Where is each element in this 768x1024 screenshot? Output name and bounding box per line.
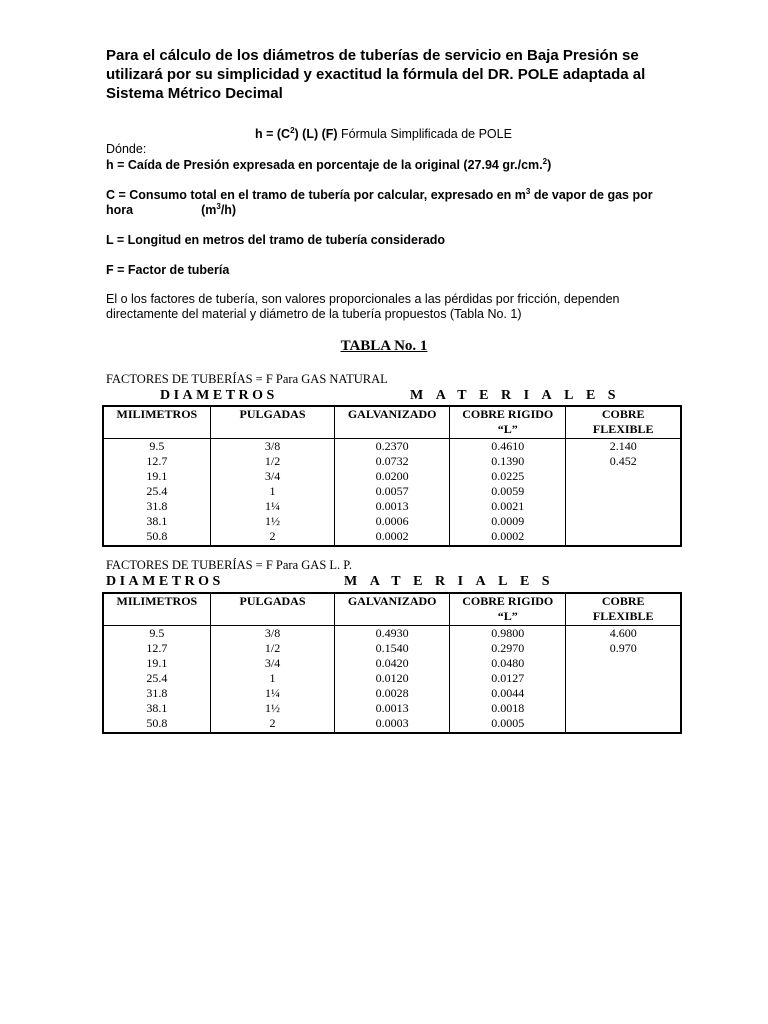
table-cell: 1¼ [265,499,281,513]
table2-materiales-header: MATERIALES [344,574,563,589]
table-cell: 3/8 [264,439,281,453]
table-cell: 2 [269,529,276,543]
table1-body [103,439,681,547]
table-cell: 3/8 [264,626,281,640]
h-def-sup: 2 [542,157,548,166]
c-def-text: C = Consumo total en el tramo de tubería por calcular, expresado en m [106,188,526,202]
table2-pulg-cell [210,626,335,734]
table-cell: 0.0127 [491,671,525,685]
table-cell: 0.0006 [375,514,409,528]
table-cell: 1/2 [264,454,281,468]
table-cell: 0.0013 [375,499,409,513]
table-cell: 0.0480 [491,656,525,670]
table-cell: 25.4 [146,671,168,685]
table2-col-pulgadas: PULGADAS [210,593,335,626]
table-cell: 0.0059 [491,484,525,498]
table-cell: 1¼ [265,686,281,700]
donde-label: Dónde: [106,142,147,156]
table1-rigido-cell [450,439,566,547]
table-cell: 4.600 [609,626,637,640]
table-cell: 0.9800 [491,626,525,640]
table2-diametros-header: DIAMETROS [106,574,224,589]
table-cell: 50.8 [146,529,168,543]
table1-diametros-header: DIAMETROS [160,388,278,403]
table2-col-galvanizado: GALVANIZADO [335,593,450,626]
table-cell: 0.0057 [375,484,409,498]
table-cell: 31.8 [146,686,168,700]
table1-caption: FACTORES DE TUBERÍAS = F Para GAS NATURAL [106,372,388,386]
c-definition [106,188,676,218]
table-cell: 1 [269,484,276,498]
table2-col-cobre-flexible: COBRE FLEXIBLE [566,593,681,626]
table-cell: 0.0009 [491,514,525,528]
table-cell: 0.0044 [491,686,525,700]
table2-mm-cell [103,626,210,734]
table2-caption: FACTORES DE TUBERÍAS = F Para GAS L. P. [106,558,352,572]
table-cell: 12.7 [146,454,168,468]
h-def-end: ) [547,158,552,172]
table-cell: 1½ [265,701,281,715]
c-def-text2: de vapor de gas por [530,188,653,202]
table1-mm-cell [103,439,210,547]
table2 [102,592,682,734]
table-cell: 0.0420 [375,656,409,670]
table1-flexible-cell [566,439,681,547]
table-cell: 2 [269,716,276,730]
table-cell: 0.0002 [375,529,409,543]
c-def-line2 [106,203,676,218]
table2-body [103,626,681,734]
formula-bold-a: h = (C [255,127,291,141]
table1-header-row [103,406,681,439]
table-cell: 3/4 [264,656,281,670]
c-def-unit-sup: 3 [216,202,221,211]
f-definition: F = Factor de tubería [106,263,230,277]
table-cell: 0.0013 [375,701,409,715]
table1-col-milimetros: MILIMETROS [103,406,210,439]
table1-pulg-cell [210,439,335,547]
table1-col-pulgadas: PULGADAS [210,406,335,439]
table-cell: 19.1 [146,656,168,670]
l-definition: L = Longitud en metros del tramo de tubería considerado [106,233,446,247]
table-cell: 19.1 [146,469,168,483]
table-cell: 0.2970 [491,641,525,655]
table-cell: 0.0021 [491,499,525,513]
table-cell: 0.970 [609,641,637,655]
pole-formula [255,127,512,141]
table-cell: 38.1 [146,701,168,715]
table2-rigido-cell [450,626,566,734]
formula-text: Fórmula Simplificada de POLE [337,127,512,141]
table1-col-cobre-flexible: COBRE FLEXIBLE [566,406,681,439]
intro-heading: Para el cálculo de los diámetros de tuberías de servicio en Baja Presión se utilizará por su simplicidad y exactitud la fórmula del DR. POLE adaptada al Sistema Métrico Decimal [106,47,646,102]
table-cell: 0.1540 [375,641,409,655]
tabla-title: TABLA No. 1 [340,338,428,354]
c-def-unit-a: (m [201,203,217,217]
table2-col-milimetros: MILIMETROS [103,593,210,626]
c-def-unit-c: /h) [220,203,237,217]
table-cell: 12.7 [146,641,168,655]
table-cell: 25.4 [146,484,168,498]
c-def-line1 [106,188,676,203]
table-cell: 0.0002 [491,529,525,543]
formula-bold-b: ) (L) (F) [294,127,338,141]
h-definition [106,158,676,173]
table-cell: 9.5 [149,439,165,453]
table1-col-galvanizado: GALVANIZADO [335,406,450,439]
c-def-sup: 3 [525,187,531,196]
factors-paragraph: El o los factores de tubería, son valores proporcionales a las pérdidas por fricción, dependen directamente del material y diámetro de la tubería propuestos (Tabla No. 1) [106,292,620,321]
table2-flexible-cell [566,626,681,734]
table-cell: 0.0028 [375,686,409,700]
table-cell: 0.0003 [375,716,409,730]
table-cell: 9.5 [149,626,165,640]
table-cell: 31.8 [146,499,168,513]
c-def-hora: hora [106,203,134,217]
table-cell: 0.2370 [375,439,409,453]
table1-materiales-header: MATERIALES [410,388,629,403]
table2-galv-cell [335,626,450,734]
table-cell: 50.8 [146,716,168,730]
table2-header-row [103,593,681,626]
table-cell: 1 [269,671,276,685]
table-cell: 3/4 [264,469,281,483]
formula-sup: 2 [290,126,295,135]
table-cell: 1½ [265,514,281,528]
table-cell: 0.4610 [491,439,525,453]
table-cell: 0.0005 [491,716,525,730]
table-cell: 0.4930 [375,626,409,640]
table1-galv-cell [335,439,450,547]
table-cell: 0.0732 [375,454,409,468]
table-cell: 2.140 [609,439,637,453]
table2-col-cobre-rigido: COBRE RIGIDO “L” [450,593,566,626]
table1-col-cobre-rigido: COBRE RIGIDO “L” [450,406,566,439]
table-cell: 0.0200 [375,469,409,483]
table-cell: 1/2 [264,641,281,655]
h-def-text: h = Caída de Presión expresada en porcentaje de la original (27.94 gr./cm. [106,158,543,172]
table-cell: 0.0018 [491,701,525,715]
table-cell: 38.1 [146,514,168,528]
table-cell: 0.0225 [491,469,525,483]
table-cell: 0.1390 [491,454,525,468]
table-cell: 0.0120 [375,671,409,685]
table1 [102,405,682,547]
table-cell: 0.452 [609,454,637,468]
